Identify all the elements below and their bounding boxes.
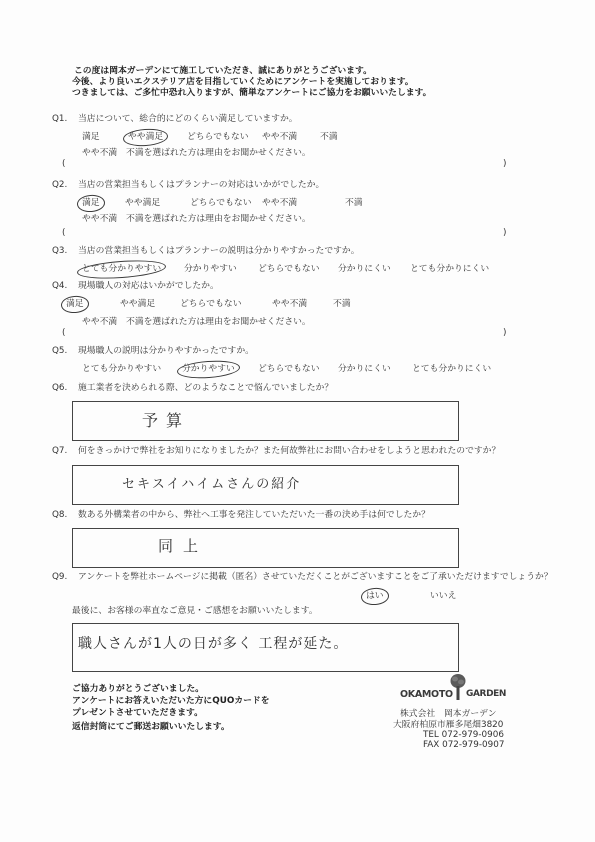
q4-label: Q4. [52, 281, 68, 291]
closing-line-4: 返信封筒にてご郵送お願いいたします。 [72, 722, 230, 732]
q5-question: 現場職人の説明は分かりやすかったですか。 [78, 346, 254, 356]
q4-reason-paren-open[interactable]: ( [62, 328, 66, 338]
q5-option-clear[interactable]: 分かりやすい [182, 364, 235, 374]
q4-reason-prompt: やや不満 不満を選ばれた方は理由をお聞かせください。 [82, 317, 311, 327]
q1-option-neutral[interactable]: どちらでもない [187, 132, 249, 142]
final-comment-answer: 職人さんが1人の日が多く 工程が延た。 [78, 636, 349, 652]
q4-option-somewhat-dissatisfied[interactable]: やや不満 [272, 299, 308, 309]
q1-option-dissatisfied[interactable]: 不満 [320, 132, 338, 142]
q1-option-somewhat-satisfied[interactable]: やや満足 [128, 132, 164, 142]
q1-label: Q1. [52, 114, 68, 124]
q6-question: 施工業者を決められる際、どのようなことで悩んでいましたか？ [78, 383, 334, 393]
closing-line-3: プレゼントさせていただきます。 [72, 708, 203, 718]
q2-option-satisfied[interactable]: 満足 [82, 198, 100, 208]
q5-option-neutral[interactable]: どちらでもない [258, 364, 320, 374]
q7-answer: セキスイハイムさんの紹介 [122, 477, 302, 492]
q8-question: 数ある外構業者の中から、弊社へ工事を発注していただいた一番の決め手は何でしたか？ [78, 510, 430, 520]
intro-line-1: この度は岡本ガーデンにて施工していただき、誠にありがとうございます。 [74, 66, 372, 76]
q4-option-neutral[interactable]: どちらでもない [180, 299, 242, 309]
q9-option-no[interactable]: いいえ [430, 591, 457, 601]
q9-option-yes[interactable]: はい [366, 591, 384, 601]
q2-option-somewhat-satisfied[interactable]: やや満足 [125, 198, 161, 208]
q2-option-somewhat-dissatisfied[interactable]: やや不満 [262, 198, 298, 208]
q3-option-unclear[interactable]: 分かりにくい [338, 264, 391, 274]
q2-reason-paren-close: ) [503, 228, 507, 238]
q3-option-very-unclear[interactable]: とても分かりにくい [410, 264, 490, 274]
q7-question: 何をきっかけで弊社をお知りになりましたか？また何故弊社にお問い合わせをしようと思われたのですか？ [78, 446, 501, 456]
q1-reason-paren-open[interactable]: ( [62, 159, 66, 169]
q4-question: 現場職人の対応はいかがでしたか。 [78, 281, 219, 291]
q1-option-satisfied[interactable]: 満足 [82, 132, 100, 142]
tree-icon [450, 673, 466, 701]
q1-option-somewhat-dissatisfied[interactable]: やや不満 [262, 132, 298, 142]
q2-option-dissatisfied[interactable]: 不満 [345, 198, 363, 208]
q4-option-somewhat-satisfied[interactable]: やや満足 [120, 299, 156, 309]
q3-option-neutral[interactable]: どちらでもない [258, 264, 320, 274]
q2-question: 当店の営業担当もしくはプランナーの対応はいかがでしたか。 [78, 180, 325, 190]
q1-reason-paren-close: ) [503, 159, 507, 169]
q3-option-very-clear[interactable]: とても分かりやすい [82, 264, 162, 274]
q6-label: Q6. [52, 383, 68, 393]
q3-option-clear[interactable]: 分かりやすい [184, 264, 237, 274]
q5-option-very-unclear[interactable]: とても分かりにくい [412, 364, 492, 374]
final-comment-prompt: 最後に、お客様の率直なご意見・ご感想をお願いいたします。 [72, 606, 318, 616]
q8-label: Q8. [52, 510, 68, 520]
q1-reason-prompt: やや不満 不満を選ばれた方は理由をお聞かせください。 [82, 148, 311, 158]
intro-line-3: つきましては、ご多忙中恐れ入りますが、簡単なアンケートにご協力をお願いいたします。 [72, 88, 432, 98]
closing-line-1: ご協力ありがとうございました。 [72, 684, 204, 694]
closing-line-2: アンケートにお答えいただいた方にQUOカードを [72, 696, 270, 706]
q9-question: アンケートを弊社ホームページに掲載（匿名）させていただくことがございますことをご了承いただけますでしょうか？ [78, 572, 553, 582]
logo-text-right: GARDEN [466, 689, 507, 699]
q8-answer: 同上 [158, 537, 209, 555]
q6-answer: 予算 [142, 411, 191, 430]
q2-reason-paren-open[interactable]: ( [62, 228, 66, 238]
q3-label: Q3. [52, 246, 68, 256]
q4-reason-paren-close: ) [503, 328, 507, 338]
q3-question: 当店の営業担当もしくはプランナーの説明は分かりやすかったですか。 [78, 246, 360, 256]
q5-label: Q5. [52, 346, 68, 356]
q2-label: Q2. [52, 180, 68, 190]
company-address: 大阪府柏原市雁多尾畑3820 [393, 720, 504, 730]
q5-option-unclear[interactable]: 分かりにくい [338, 364, 391, 374]
q5-option-very-clear[interactable]: とても分かりやすい [82, 364, 162, 374]
q2-reason-prompt: やや不満 不満を選ばれた方は理由をお聞かせください。 [82, 214, 311, 224]
intro-line-2: 今後、より良いエクステリア店を目指していくためにアンケートを実施しております。 [72, 77, 414, 87]
q6-answer-box[interactable] [72, 401, 459, 441]
q1-question: 当店について、総合的にどのくらい満足していますか。 [78, 114, 298, 124]
q9-label: Q9. [52, 572, 68, 582]
q4-option-satisfied[interactable]: 満足 [66, 299, 84, 309]
company-tel: TEL 072-979-0906 [423, 730, 504, 740]
company-fax: FAX 072-979-0907 [423, 740, 505, 750]
q4-option-dissatisfied[interactable]: 不満 [333, 299, 351, 309]
q2-option-neutral[interactable]: どちらでもない [190, 198, 252, 208]
q7-label: Q7. [52, 446, 68, 456]
logo-text-left: OKAMOTO [400, 689, 453, 700]
q8-answer-box[interactable] [72, 528, 459, 568]
company-name: 株式会社 岡本ガーデン [400, 709, 497, 719]
